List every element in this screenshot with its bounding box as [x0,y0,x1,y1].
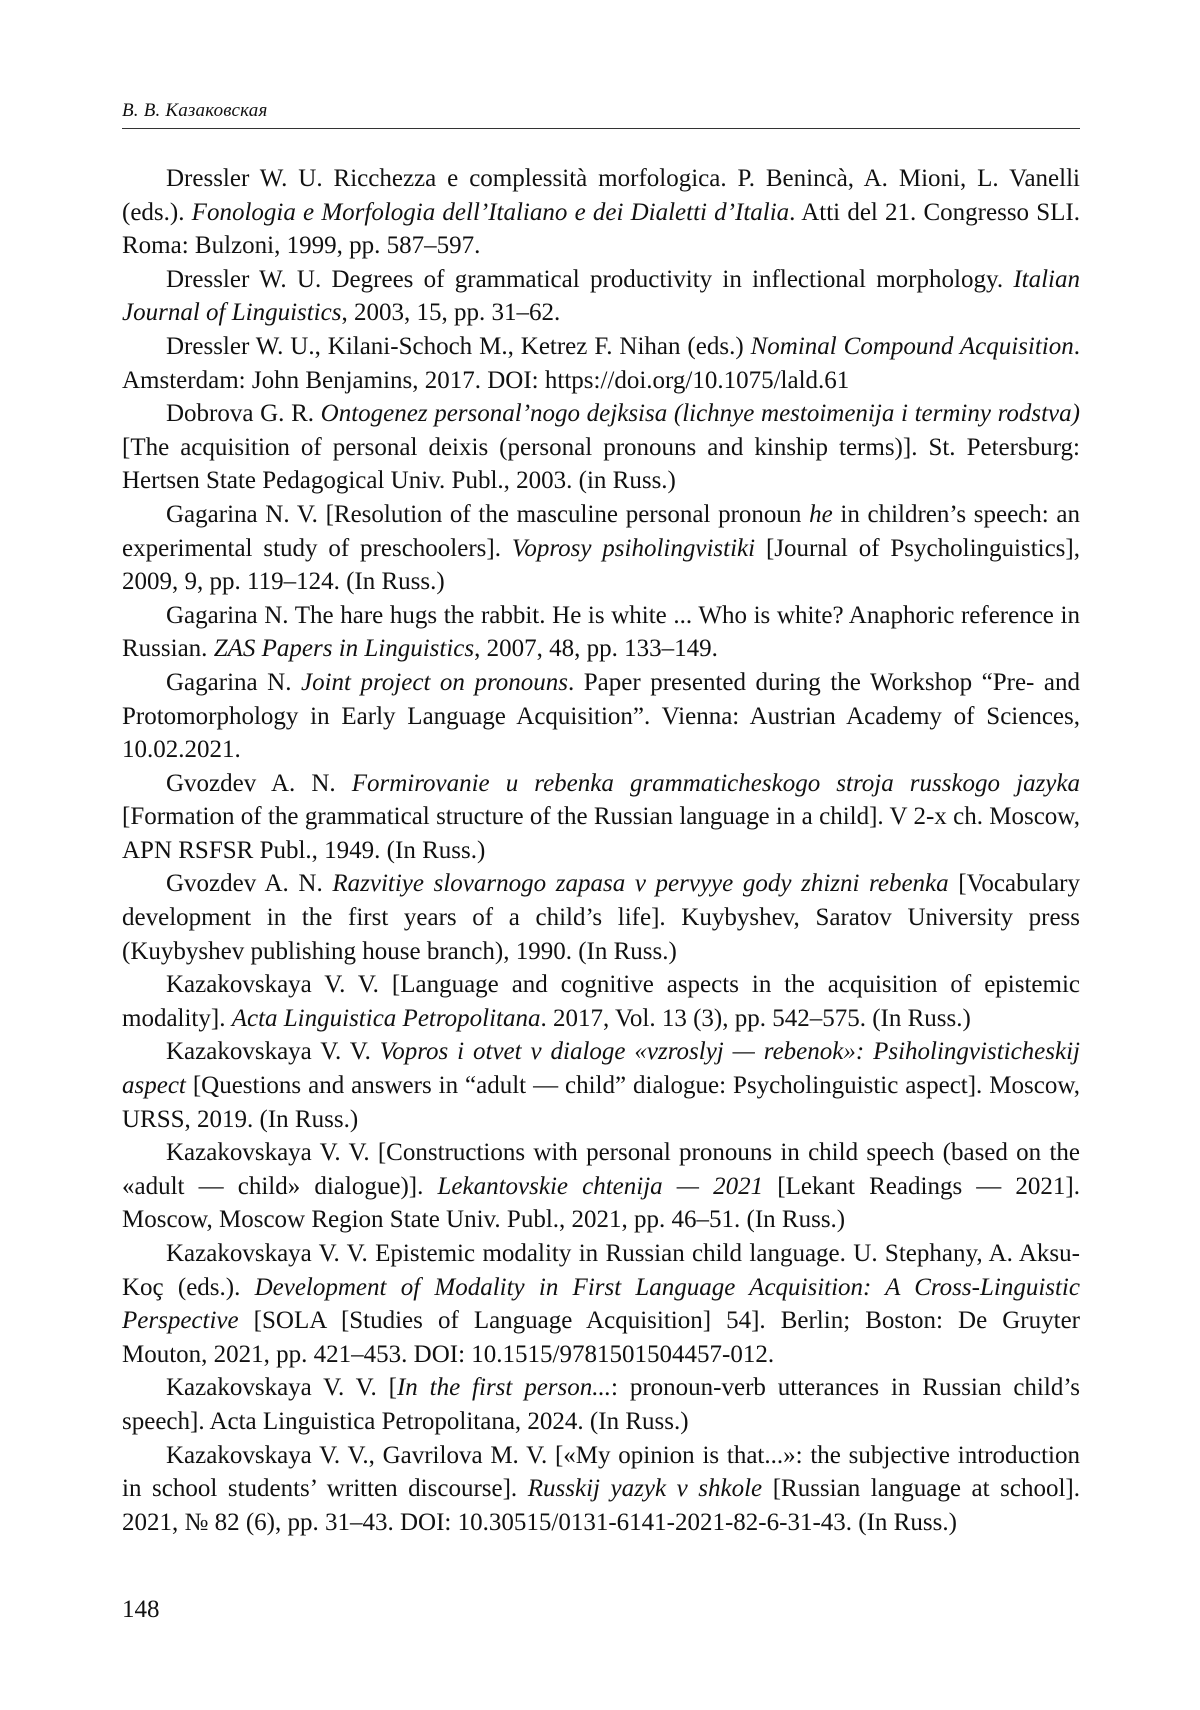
reference-text: Gagarina N. The hare hugs the rabbit. He is white ... Who is white? Anaphoric reference in Russian. [122,601,1080,663]
reference-title-italic: Ontogenez personal’nogo dejksisa (lichnye mestoimenija i terminy rodstva) [320,400,1080,428]
reference-text: [The acquisition of personal deixis (personal pronouns and kinship terms)]. St. Petersburg: Hertsen State Pedagogical Univ. Publ., 2003. (in Russ.) [122,433,1080,495]
reference-text: [Questions and answers in “adult — child” dialogue: Psycholinguistic aspect]. Moscow, URSS, 2019. (In Russ.) [122,1072,1080,1133]
reference-text: [Lekant Readings — 2021]. Moscow, Moscow Region State Univ. Publ., 2021, pp. 46–51. (In Russ.) [122,1172,1081,1234]
reference-entry [122,1136,1080,1237]
reference-entry [122,330,1080,397]
reference-entry [122,1371,1080,1438]
reference-title-italic: ZAS Papers in Linguistics [213,635,475,663]
reference-entry [122,1035,1080,1136]
reference-entry [122,1439,1080,1540]
reference-text: Dressler W. U. Ricchezza e complessità morfologica. P. Benincà, A. Mioni, L. Vanelli (eds.). [122,165,1080,226]
reference-text: Kazakovskaya V. V., Gavrilova M. V. [«My opinion is that...»: the subjective introduction in school students’ written discourse]. [122,1441,1080,1503]
reference-title-italic: Razvitiye slovarnogo zapasa v pervyye gody zhizni rebenka [332,870,949,898]
reference-entry [122,263,1080,330]
running-header: В. В. Казаковская [122,100,1080,129]
reference-text: . 2017, Vol. 13 (3), pp. 542–575. (In Russ.) [540,1004,971,1032]
reference-entry [122,666,1080,767]
reference-title-italic: Formirovanie u rebenka grammaticheskogo stroja russkogo jazyka [351,769,1080,797]
reference-text: Kazakovskaya V. V. [ [166,1374,397,1402]
reference-text: in children’s speech: an experimental study of preschoolers]. [122,500,1080,562]
reference-title-italic: he [809,500,833,528]
reference-text: , 2003, 15, pp. 31–62. [341,299,561,327]
reference-title-italic: Voprosy psiholingvistiki [511,534,756,562]
reference-text: Gvozdev A. N. [166,870,333,898]
reference-text: , 2007, 48, pp. 133–149. [474,635,718,663]
reference-entry [122,498,1080,599]
reference-text: Gagarina N. [166,668,301,696]
reference-entry [122,599,1080,666]
reference-list [122,162,1080,1539]
reference-title-italic: Acta Linguistica Petropolitana [231,1004,541,1032]
reference-text: Gagarina N. V. [Resolution of the masculine personal pronoun [166,500,810,528]
reference-entry [122,162,1080,263]
reference-text: Dressler W. U., Kilani-Schoch M., Ketrez F. Nihan (eds.) [166,332,751,360]
reference-text: [Journal of Psycholinguistics], 2009, 9, pp. 119–124. (In Russ.) [122,534,1080,596]
reference-title-italic: Vopros i otvet v dialoge «vzroslyj — rebenok»: Psiholingvisticheskij aspect [122,1038,1080,1100]
reference-text: [Formation of the grammatical structure of the Russian language in a child]. V 2-x ch. Moscow, APN RSFSR Publ., 1949. (In Russ.) [122,803,1080,864]
page-number: 148 [122,1596,160,1623]
reference-text: . Atti del 21. Congresso SLI. Roma: Bulzoni, 1999, pp. 587–597. [122,198,1080,260]
reference-title-italic: Development of Modality in First Language Acquisition: A Cross-Linguistic Perspective [122,1273,1080,1335]
reference-entry [122,397,1080,498]
reference-text: Kazakovskaya V. V. Epistemic modality in Russian child language. U. Stephany, A. Aksu-Koç (eds.). [122,1240,1080,1301]
reference-text: Kazakovskaya V. V. [Language and cognitive aspects in the acquisition of epistemic modality]. [122,971,1080,1032]
reference-text: Gvozdev A. N. [166,769,352,797]
reference-text: . Paper presented during the Workshop “Pre- and Protomorphology in Early Language Acquisition”. Vienna: Austrian Academy of Sciences, 10.02.2021. [122,668,1081,764]
reference-title-italic: Italian Journal of Linguistics [122,265,1080,327]
reference-text: [Russian language at school]. 2021, № 82 (6), pp. 31–43. DOI: 10.30515/0131-6141-2021-82-6-31-43. (In Russ.) [122,1475,1081,1536]
reference-entry [122,767,1080,868]
reference-title-italic: Russkij yazyk v shkole [527,1475,763,1503]
reference-entry [122,1237,1080,1371]
reference-text: : pronoun-verb utterances in Russian child’s speech]. Acta Linguistica Petropolitana, 2024. (In Russ.) [122,1374,1080,1435]
reference-text: [SOLA [Studies of Language Acquisition] 54]. Berlin; Boston: De Gruyter Mouton, 2021, pp. 421–453. DOI: 10.1515/9781501504457-012. [122,1307,1080,1368]
reference-entry [122,867,1080,968]
reference-entry [122,968,1080,1035]
reference-title-italic: Joint project on pronouns [300,668,568,696]
reference-title-italic: Nominal Compound Acquisition [750,332,1074,360]
reference-title-italic: Lekantovskie chtenija — 2021 [437,1172,764,1200]
reference-title-italic: In the first person... [396,1374,612,1402]
reference-text: Kazakovskaya V. V. [Constructions with personal pronouns in child speech (based on the «adult — child» dialogue)]. [122,1139,1080,1200]
reference-title-italic: Fonologia e Morfologia dell’Italiano e dei Dialetti d’Italia [191,198,790,226]
reference-text: . Amsterdam: John Benjamins, 2017. DOI: https://doi.org/10.1075/lald.61 [122,332,1080,394]
reference-text: Kazakovskaya V. V. [166,1038,380,1066]
reference-text: [Vocabulary development in the first years of a child’s life]. Kuybyshev, Saratov University press (Kuybyshev publishing house branch), 1990. (In Russ.) [122,870,1080,965]
reference-text: Dressler W. U. Degrees of grammatical productivity in inflectional morphology. [166,265,1014,293]
reference-text: Dobrova G. R. [166,400,321,428]
